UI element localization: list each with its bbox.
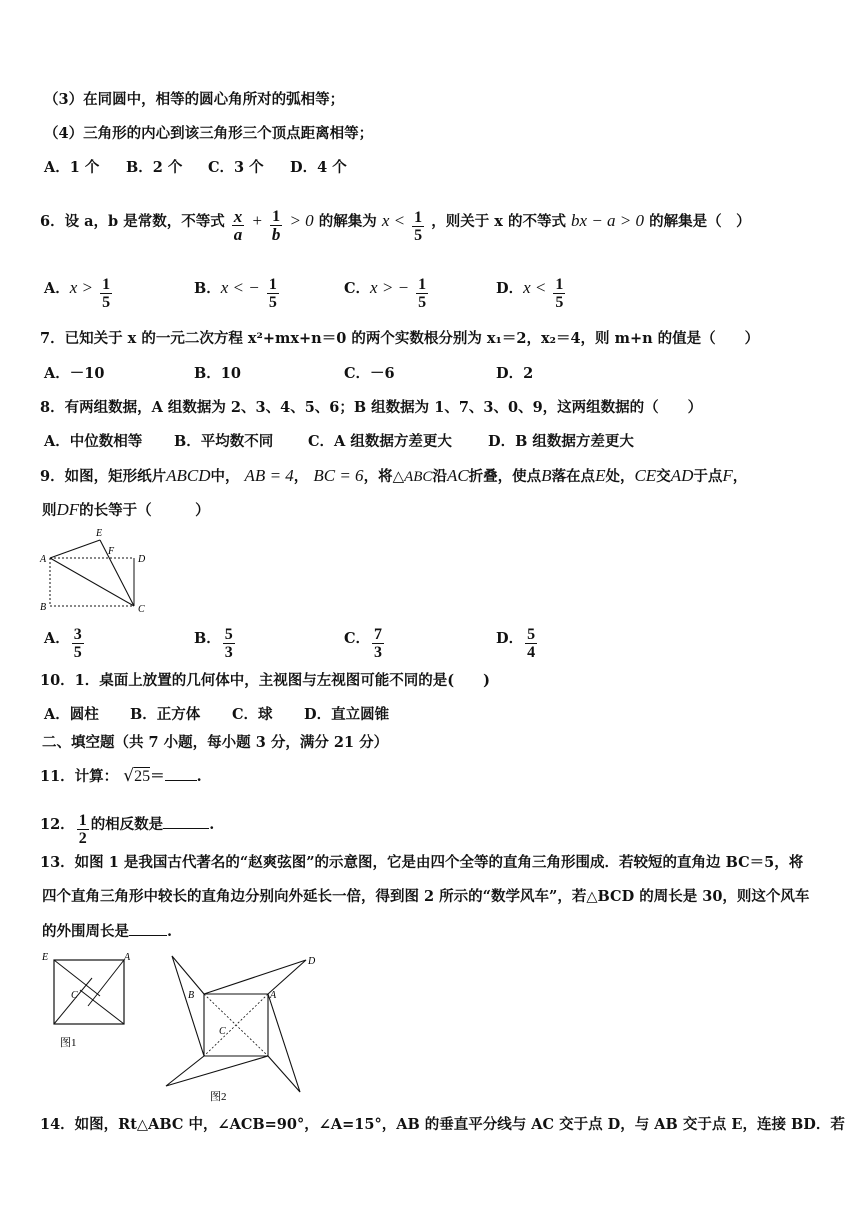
question-13-line3: 的外围周长是 . [42,923,173,940]
fig9-label-b: B [40,602,47,613]
q10-option-a[interactable]: A．圆柱 [44,706,99,723]
q6-frac-1-b: $\frac{1}{b}$ [271,208,281,244]
q6-options [44,276,644,316]
q11-answer-blank[interactable] [165,766,197,781]
q6-gt0: > 0 [289,211,314,230]
q6-xlt: x < [381,211,406,230]
q6-option-c[interactable]: C．x > − $\frac{1}{5}$ [344,276,427,311]
q5-option-d[interactable]: D．4 个 [290,159,347,176]
fig9-label-d: D [138,554,146,565]
q8-option-d[interactable]: D．B 组数据方差更大 [488,433,634,450]
q8-option-b[interactable]: B．平均数不同 [174,433,274,450]
q6-option-d[interactable]: D．x < $\frac{1}{5}$ [496,276,564,311]
fig9-label-c: C [138,604,145,615]
fig1-caption: 图1 [60,1037,77,1049]
q10-option-d[interactable]: D．直立圆锥 [304,706,390,723]
fig2-label-c: C [219,1026,226,1037]
figure-2-math-windmill [160,950,320,1104]
q6-text-post: ，则关于 x 的不等式 [431,213,566,230]
statement-4: （4）三角形的内心到该三角形三个顶点距离相等； [44,125,374,142]
q12-answer-blank[interactable] [163,814,209,829]
question-12: 12． $\frac{1}{2}$ 的相反数是 . [40,812,215,847]
section-2-heading: 二、填空题（共 7 小题，每小题 3 分，满分 21 分） [42,734,389,751]
question-10: 10．1．桌面上放置的几何体中，主视图与左视图可能不同的是( ) [40,672,490,689]
q10-option-b[interactable]: B．正方体 [130,706,201,723]
fig2-caption: 图2 [210,1091,227,1103]
statement-3: （3）在同圆中，相等的圆心角所对的弧相等； [44,91,345,108]
q9-option-c[interactable]: C． $\frac{7}{3}$ [344,626,383,661]
q8-option-c[interactable]: C．A 组数据方差更大 [308,433,452,450]
figure-1-zhao-shuang-diagram [36,948,140,1054]
q7-option-c[interactable]: C．－6 [344,365,395,382]
fig9-label-f: F [108,546,115,557]
q9-option-b[interactable]: B． $\frac{5}{3}$ [194,626,233,661]
q6-ineq2: bx − a > 0 [571,211,645,230]
question-11: 11．计算： √25＝ . [40,766,202,786]
fig1-label-e: E [42,952,49,963]
sqrt-sign: √ [123,766,135,786]
q6-text-end: 的解集是（ ） [649,213,751,230]
question-9-line1: 9．如图，矩形纸片ABCD中， AB = 4， BC = 6，将△ABC沿AC折叠，使点B落在点E处，CE交AD于点F， [40,466,748,485]
q6-text-pre: 6．设 a，b 是常数，不等式 [40,213,225,230]
q9-option-d[interactable]: D． $\frac{5}{4}$ [496,626,536,661]
question-6 [40,208,751,244]
q6-option-b[interactable]: B．x < − $\frac{1}{5}$ [194,276,277,311]
q7-option-a[interactable]: A．－10 [44,365,105,382]
q6-frac-1-5: $\frac{1}{5}$ [414,209,423,244]
fig9-label-a: A [40,554,47,565]
fig9-label-e: E [96,528,103,539]
sqrt-radicand: 25 [134,768,151,785]
q8-option-a[interactable]: A．中位数相等 [44,433,143,450]
q9-option-a[interactable]: A． $\frac{3}{5}$ [44,626,82,661]
question-8: 8．有两组数据，A 组数据为 2、3、4、5、6；B 组数据为 1、7、3、0、9，这两组数据的（ ） [40,399,703,416]
q13-answer-blank[interactable] [129,921,167,936]
question-9-line2: 则DF的长等于（ ） [42,500,210,519]
q6-text-mid: 的解集为 [318,213,377,230]
fig1-label-a: A [124,952,131,963]
q12-frac-1-2: $\frac{1}{2}$ [78,812,87,847]
q6-plus: + [251,211,263,230]
q10-option-c[interactable]: C．球 [232,706,273,723]
fig2-label-a: A [270,990,277,1001]
q9-rectangle-figure [36,524,156,616]
q5-option-c[interactable]: C．3 个 [208,159,264,176]
fig2-label-b: B [188,990,195,1001]
q5-option-b[interactable]: B．2 个 [126,159,183,176]
question-14: 14．如图，Rt△ABC 中，∠ACB=90°，∠A=15°，AB 的垂直平分线与 AC 交于点 D，与 AB 交于点 E，连接 BD．若 [40,1116,845,1133]
question-7: 7．已知关于 x 的一元二次方程 x²+mx+n＝0 的两个实数根分别为 x₁＝2，x₂＝4，则 m+n 的值是（ ） [40,330,760,347]
q7-option-d[interactable]: D．2 [496,365,534,382]
question-13-line2: 四个直角三角形中较长的直角边分别向外延长一倍，得到图 2 所示的“数学风车”，若△BCD 的周长是 30，则这个风车 [42,888,810,905]
q5-option-a[interactable]: A．1 个 [44,159,100,176]
q6-frac-x-a: $\frac{x}{a}$ [233,207,243,244]
q6-option-a[interactable]: A．x > $\frac{1}{5}$ [44,276,111,311]
q7-option-b[interactable]: B．10 [194,365,241,382]
fig1-label-c: C [71,990,78,1001]
fig2-label-d: D [308,956,316,967]
q9-options [44,626,644,666]
question-13-line1: 13．如图 1 是我国古代著名的“赵爽弦图”的示意图，它是由四个全等的直角三角形围成．若较短的直角边 BC＝5，将 [40,854,804,871]
